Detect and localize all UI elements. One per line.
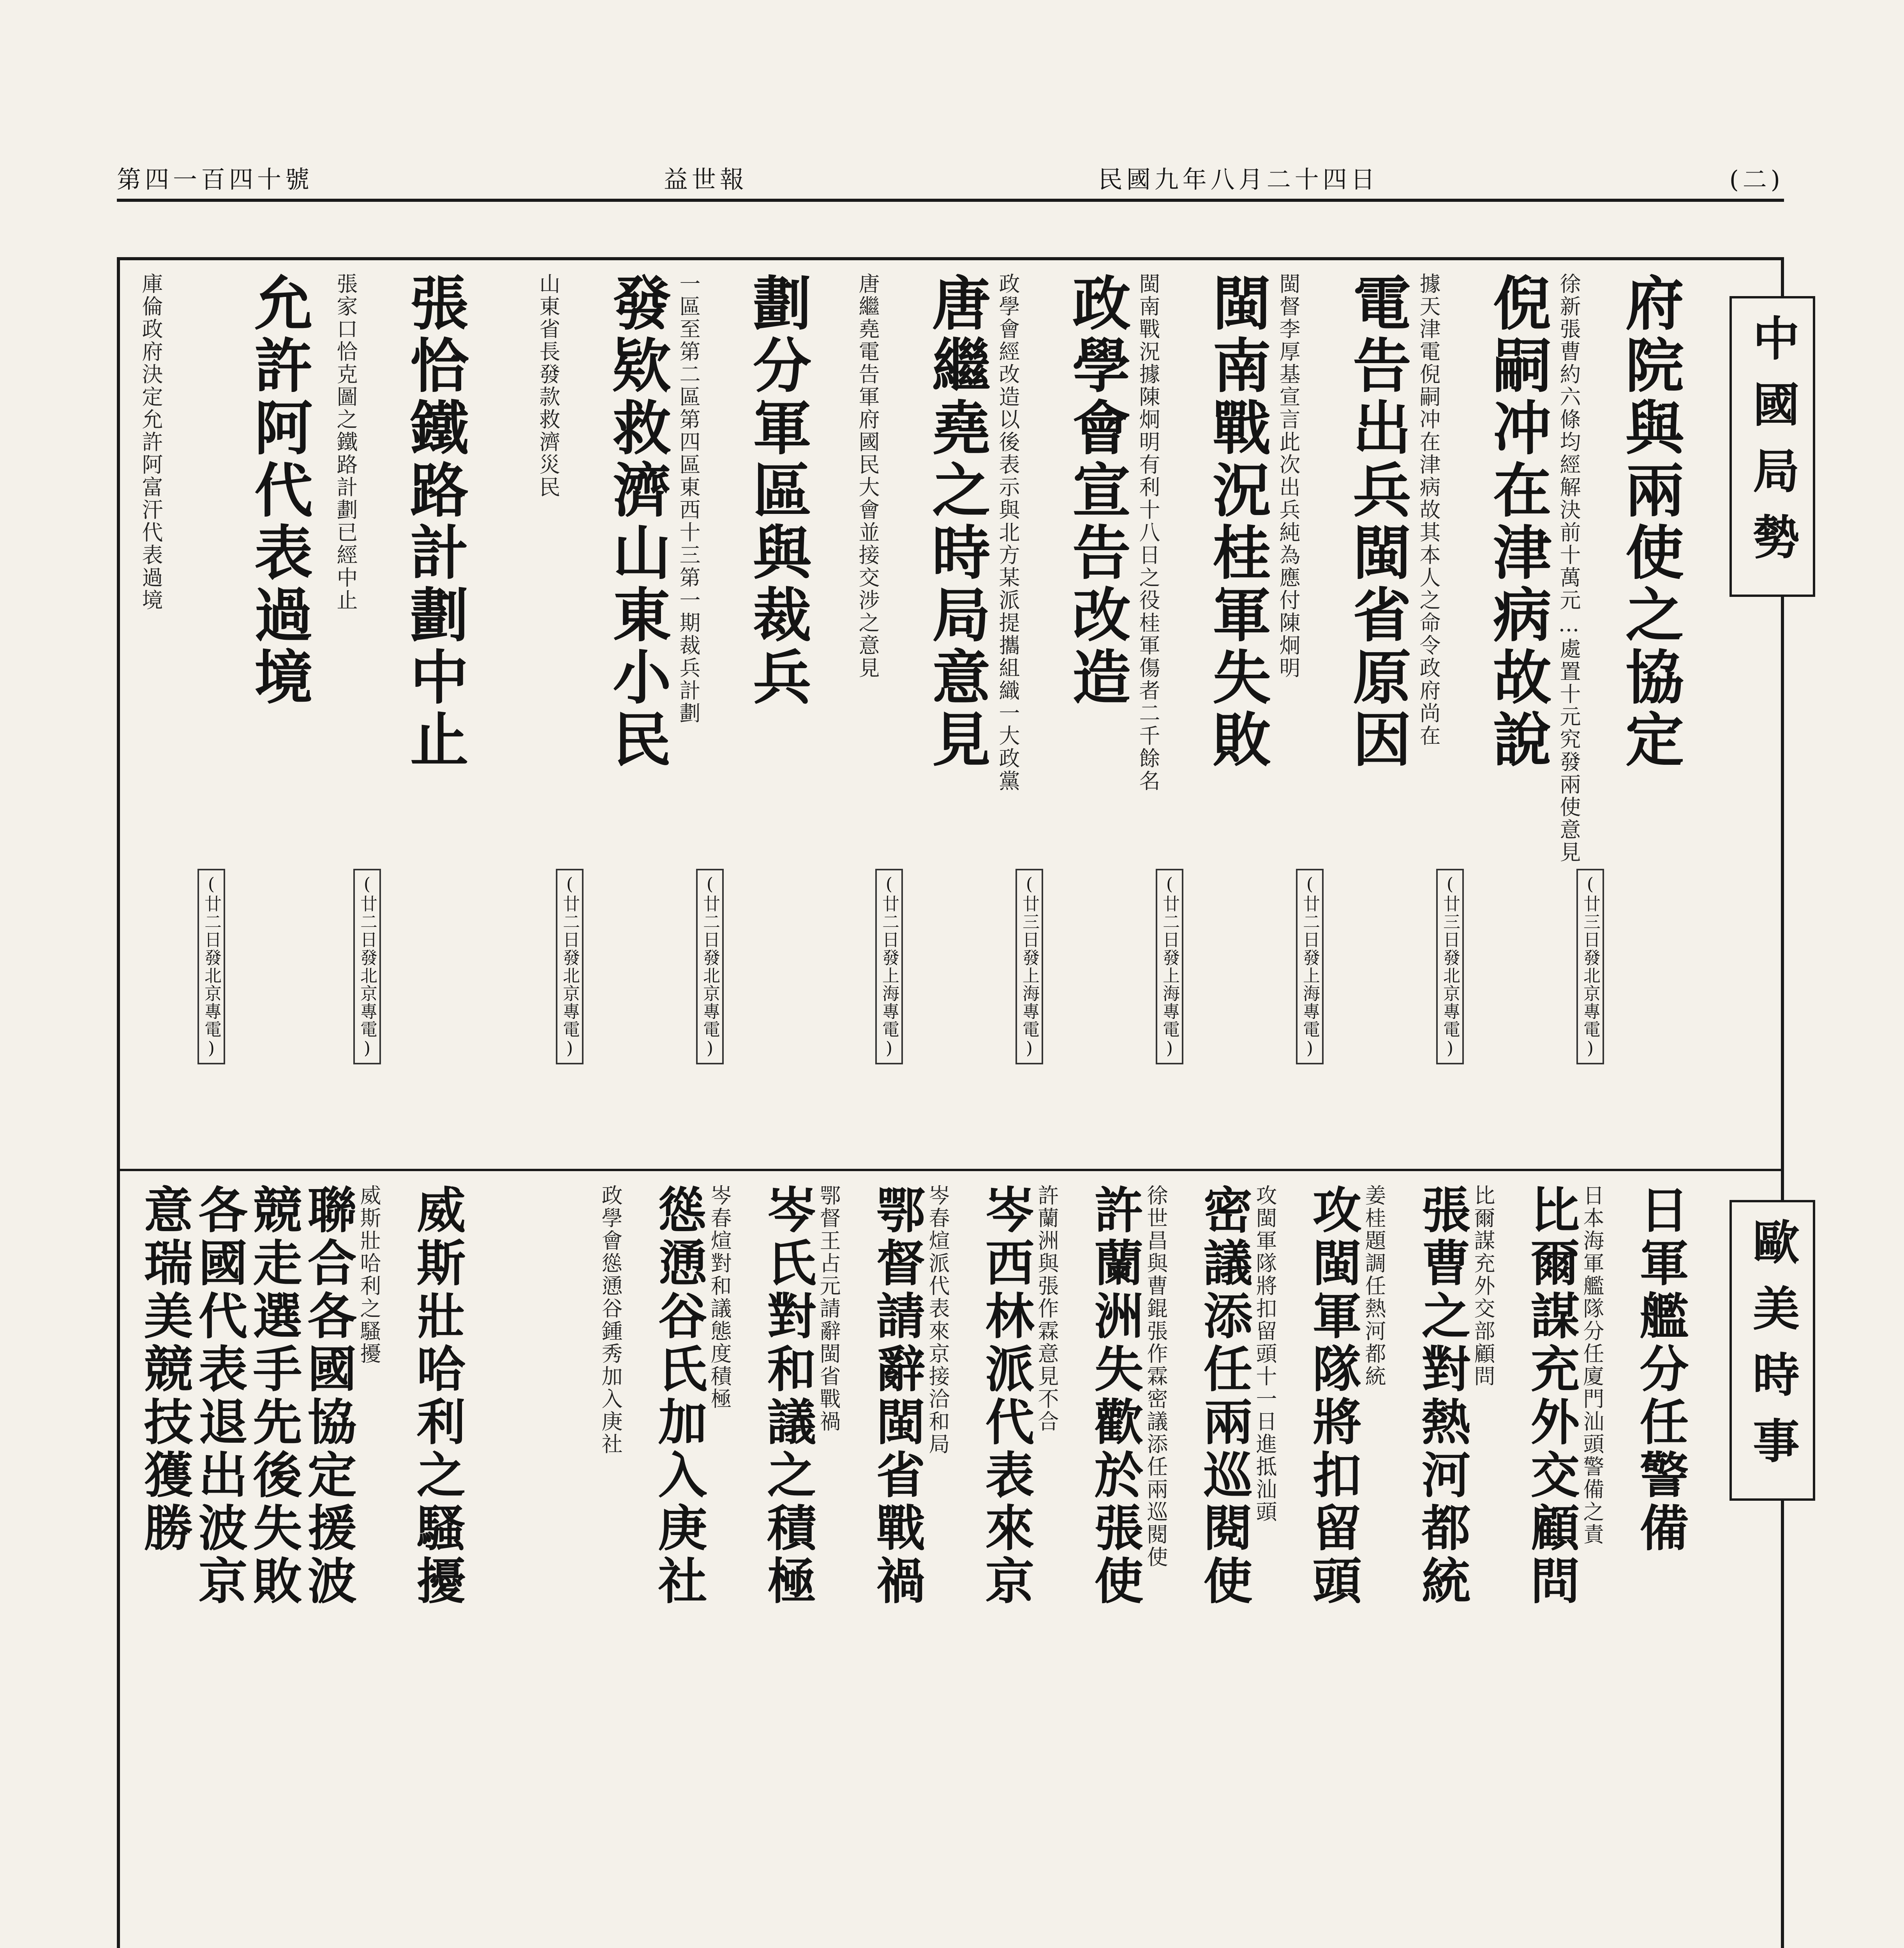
article-body — [1137, 273, 1158, 792]
article-body — [335, 273, 356, 612]
article-body — [358, 1184, 379, 1365]
headline: 意瑞美競技獲勝 — [136, 1184, 194, 1555]
body-text: 岑春煊派代表來京接洽和局 — [926, 1184, 950, 1456]
body-text: 閩南戰況據陳炯明有利十八日之役桂軍傷者二千餘名 — [1136, 273, 1160, 792]
page-label: (二) — [1729, 165, 1784, 194]
dateline — [880, 869, 897, 1064]
body-text: 姜桂題調任熱河都統 — [1362, 1184, 1386, 1388]
headline: 岑氏對和議之積極 — [759, 1184, 817, 1608]
stamp: (廿二日發上海專電) — [1296, 869, 1324, 1064]
article-body — [1472, 1184, 1493, 1388]
article-block — [650, 1184, 708, 1608]
body-text: 徐世昌與曹錕張作霖密議添任兩巡閱使 — [1144, 1184, 1168, 1569]
article-body — [140, 273, 161, 612]
headline: 倪嗣冲在津病故說 — [1483, 273, 1551, 771]
article-block — [1414, 1184, 1471, 1608]
stamp: (廿三日發上海專電) — [1015, 869, 1043, 1064]
body-text: 比爾謀充外交部顧問 — [1471, 1184, 1495, 1388]
body-text: 許蘭洲與張作霖意見不合 — [1035, 1184, 1059, 1433]
article-body — [678, 273, 699, 725]
body-text: 岑春煊對和議態度積極 — [707, 1184, 732, 1410]
article-block — [1615, 273, 1684, 771]
article-body — [600, 1184, 621, 1456]
headline: 發欵救濟山東小民 — [603, 273, 671, 771]
masthead — [117, 156, 1784, 202]
article-body — [1363, 1184, 1384, 1388]
stamp: (廿二日發上海專電) — [1156, 869, 1183, 1064]
stamp: (廿二日發北京專電) — [197, 869, 225, 1064]
headline: 電告出兵閩省原因 — [1343, 273, 1411, 771]
article-block — [1062, 273, 1131, 709]
paper-name: 益世報 — [663, 165, 748, 194]
dateline — [1581, 869, 1599, 1064]
dateline — [561, 869, 578, 1064]
headline: 岑西林派代表來京 — [977, 1184, 1035, 1608]
article-block — [1202, 273, 1271, 771]
headline: 張恰鐵路計劃中止 — [400, 273, 469, 771]
stamp: (廿二日發北京專電) — [696, 869, 724, 1064]
dateline — [1301, 869, 1318, 1064]
article-body — [1581, 1184, 1603, 1546]
stamp: (廿二日發上海專電) — [875, 869, 903, 1064]
headline: 攻閩軍隊將扣留頭 — [1305, 1184, 1362, 1608]
article-body — [538, 273, 559, 499]
article-block — [1523, 1184, 1580, 1608]
dateline — [1441, 869, 1458, 1064]
body-text: 據天津電倪嗣冲在津病故其本人之命令政府尚在 — [1416, 273, 1441, 747]
headline: 允許阿代表過境 — [244, 273, 313, 709]
headline: 密議添任兩巡閱使 — [1195, 1184, 1253, 1608]
article-body — [1145, 1184, 1166, 1569]
article-block — [1305, 1184, 1362, 1608]
article-body — [1558, 273, 1579, 864]
article-body — [818, 1184, 839, 1433]
article-block — [244, 273, 313, 709]
headline: 許蘭洲失歡於張使 — [1086, 1184, 1144, 1608]
stamp: (廿二日發北京專電) — [556, 869, 584, 1064]
headline: 鄂督請辭閩省戰禍 — [868, 1184, 926, 1608]
body-text: 攻閩軍隊將扣留頭十一日進抵汕頭 — [1253, 1184, 1277, 1523]
body-text: 一區至第二區第四區東西十三第一期裁兵計劃 — [676, 273, 701, 725]
dateline — [1161, 869, 1178, 1064]
publication-date: 民國九年八月二十四日 — [1098, 165, 1379, 194]
headline: 威斯壯哈利之騷擾 — [409, 1184, 466, 1608]
dateline — [701, 869, 718, 1064]
tier-divider-1 — [117, 1169, 1784, 1171]
article-body — [1278, 273, 1299, 679]
article-block — [1086, 1184, 1144, 1608]
headline: 唐繼堯之時局意見 — [922, 273, 991, 771]
headline: 慫慂谷氏加入庚社 — [650, 1184, 708, 1608]
dateline — [203, 869, 220, 1064]
body-text: 鄂督王占元請辭閩省戰禍 — [816, 1184, 841, 1433]
article-block — [603, 273, 671, 771]
article-block — [977, 1184, 1035, 1608]
body-text: 政學會經改造以後表示與北方某派提攜組織一大政黨 — [996, 273, 1020, 792]
article-block — [136, 1184, 194, 1555]
headline: 各國代表退出波京 — [190, 1184, 248, 1608]
article-block — [1343, 273, 1411, 771]
article-block — [300, 1184, 357, 1608]
body-text: 威斯壯哈利之騷擾 — [357, 1184, 381, 1365]
stamp: (廿三日發北京專電) — [1436, 869, 1464, 1064]
body-text: 唐繼堯電告軍府國民大會並接交涉之意見 — [855, 273, 880, 679]
stamp: (廿二日發北京專電) — [353, 869, 381, 1064]
stamp: (廿三日發北京專電) — [1576, 869, 1604, 1064]
article-body — [927, 1184, 948, 1456]
article-block — [743, 273, 811, 709]
dateline — [1021, 869, 1038, 1064]
article-block — [759, 1184, 817, 1608]
headline: 政學會宣告改造 — [1062, 273, 1131, 709]
body-text: 張家口恰克圖之鐵路計劃已經中止 — [333, 273, 358, 612]
article-block — [1195, 1184, 1253, 1608]
article-block — [1632, 1184, 1689, 1555]
section-domestic: 中國局勢 — [1729, 296, 1815, 597]
article-block — [1483, 273, 1551, 771]
headline: 張曹之對熱河都統 — [1414, 1184, 1471, 1608]
body-text: 徐新張曹約六條均經解決前十萬元…處置十元究發兩使意見 — [1557, 273, 1581, 864]
article-body — [709, 1184, 730, 1410]
body-text: 政學會慫慂谷鍾秀加入庚社 — [598, 1184, 623, 1456]
article-block — [409, 1184, 466, 1608]
headline: 閩南戰況桂軍失敗 — [1202, 273, 1271, 771]
article-body — [997, 273, 1018, 792]
headline: 聯合各國協定援波 — [300, 1184, 357, 1608]
headline: 日軍艦分任警備 — [1632, 1184, 1689, 1555]
article-block — [922, 273, 991, 771]
article-body — [1418, 273, 1439, 747]
body-text: 日本海軍艦隊分任廈門汕頭警備之責 — [1580, 1184, 1604, 1546]
dateline — [358, 869, 376, 1064]
article-block — [190, 1184, 248, 1608]
headline: 劃分軍區與裁兵 — [743, 273, 811, 709]
article-block — [868, 1184, 926, 1608]
issue-number: 第四一百四十號 — [117, 165, 314, 194]
headline: 競走選手先後失敗 — [245, 1184, 303, 1608]
headline: 府院與兩使之協定 — [1615, 273, 1684, 771]
section-europe: 歐美時事 — [1729, 1200, 1815, 1501]
body-text: 閩督李厚基宣言此次出兵純為應付陳炯明 — [1276, 273, 1301, 679]
article-block — [400, 273, 469, 771]
body-text: 庫倫政府決定允許阿富汗代表過境 — [139, 273, 163, 612]
article-block — [245, 1184, 303, 1608]
article-body — [1036, 1184, 1057, 1433]
article-body — [857, 273, 878, 679]
headline: 比爾謀充外交顧問 — [1523, 1184, 1580, 1608]
body-text: 山東省長發款救濟災民 — [536, 273, 561, 499]
article-body — [1254, 1184, 1275, 1523]
